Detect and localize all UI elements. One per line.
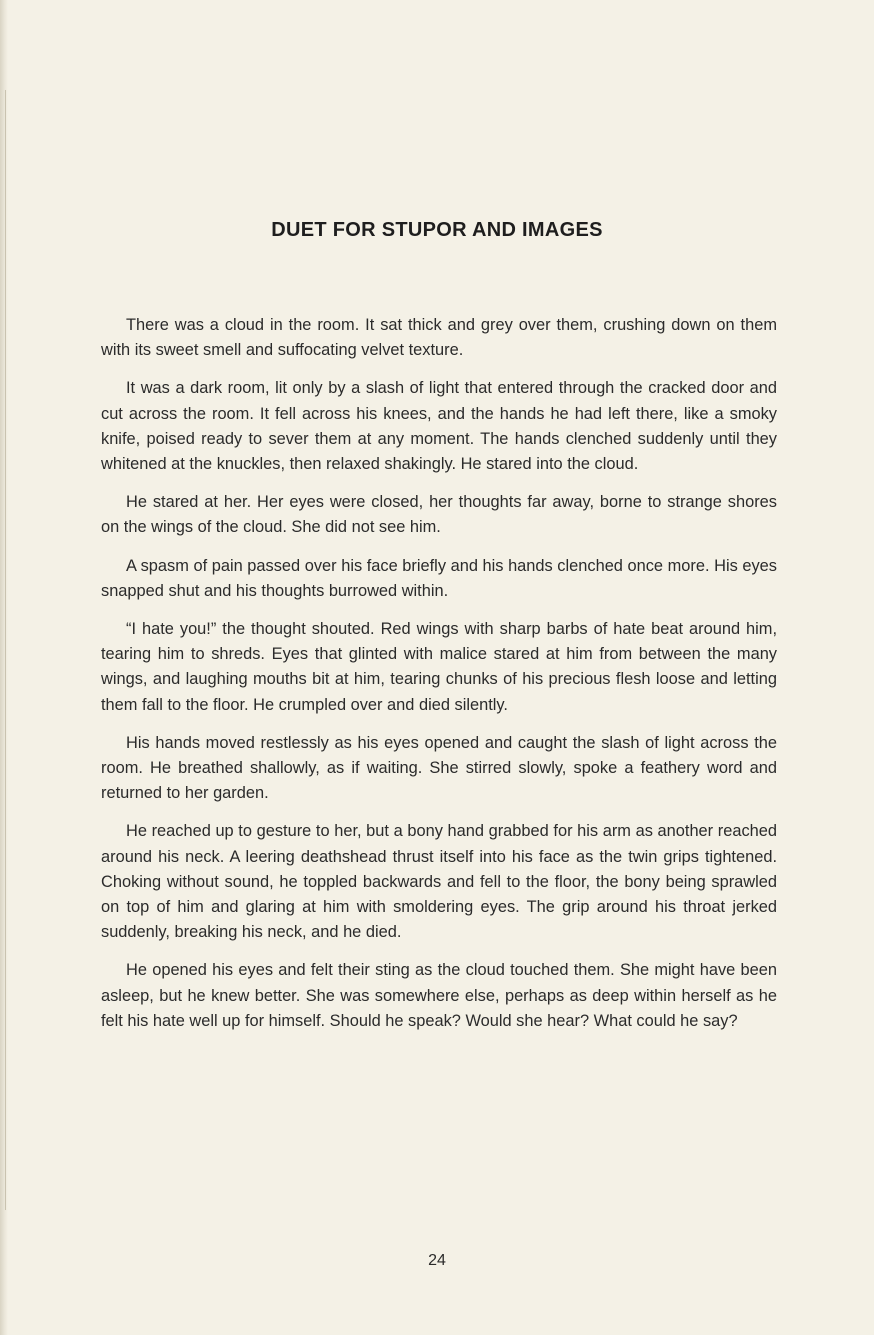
story-body — [101, 313, 777, 1047]
paragraph-6: His hands moved restlessly as his eyes opened and caught the slash of light across the room. He breathed shallowly, as if waiting. She stirred slowly, spoke a feathery word and returned to her garden. — [101, 733, 777, 803]
paragraph-3: He stared at her. Her eyes were closed, her thoughts far away, borne to strange shores on the wings of the cloud. She did not see him. — [101, 493, 777, 537]
paragraph-1: There was a cloud in the room. It sat thick and grey over them, crushing down on them with its sweet smell and suffocating velvet texture. — [101, 316, 777, 360]
paragraph-8: He opened his eyes and felt their sting as the cloud touched them. She might have been asleep, but he knew better. She was somewhere else, perhaps as deep within herself as he felt his hate well up for himself. Should he speak? Would she hear? What could he say? — [101, 961, 777, 1030]
paragraph-7: He reached up to gesture to her, but a bony hand grabbed for his arm as another reached around his neck. A leering deathshead thrust itself into his face as the twin grips tightened. Choking without sound, he toppled backwards and fell to the floor, the bony being sprawled on top of him and glaring at him with smoldering eyes. The grip around his throat jerked suddenly, breaking his neck, and he died. — [101, 822, 777, 942]
paragraph-2: It was a dark room, lit only by a slash of light that entered through the cracked door and cut across the room. It fell across his knees, and the hands he had left there, like a smoky knife, poised ready to sever them at any moment. The hands clenched suddenly until they whitened at the knuckles, then relaxed shakingly. He stared into the cloud. — [101, 379, 777, 474]
page-edge — [0, 0, 8, 1335]
page-title: DUET FOR STUPOR AND IMAGES — [271, 219, 603, 241]
page-binding-line — [5, 90, 6, 1210]
page-number: 24 — [428, 1252, 446, 1269]
paragraph-5: “I hate you!” the thought shouted. Red wings with sharp barbs of hate beat around him, tearing him to shreds. Eyes that glinted with malice stared at him from between the many wings, and laughing mouths bit at him, tearing chunks of his precious flesh loose and letting them fall to the floor. He crumpled over and died silently. — [101, 620, 777, 714]
paragraph-4: A spasm of pain passed over his face briefly and his hands clenched once more. His eyes snapped shut and his thoughts burrowed within. — [101, 556, 777, 600]
